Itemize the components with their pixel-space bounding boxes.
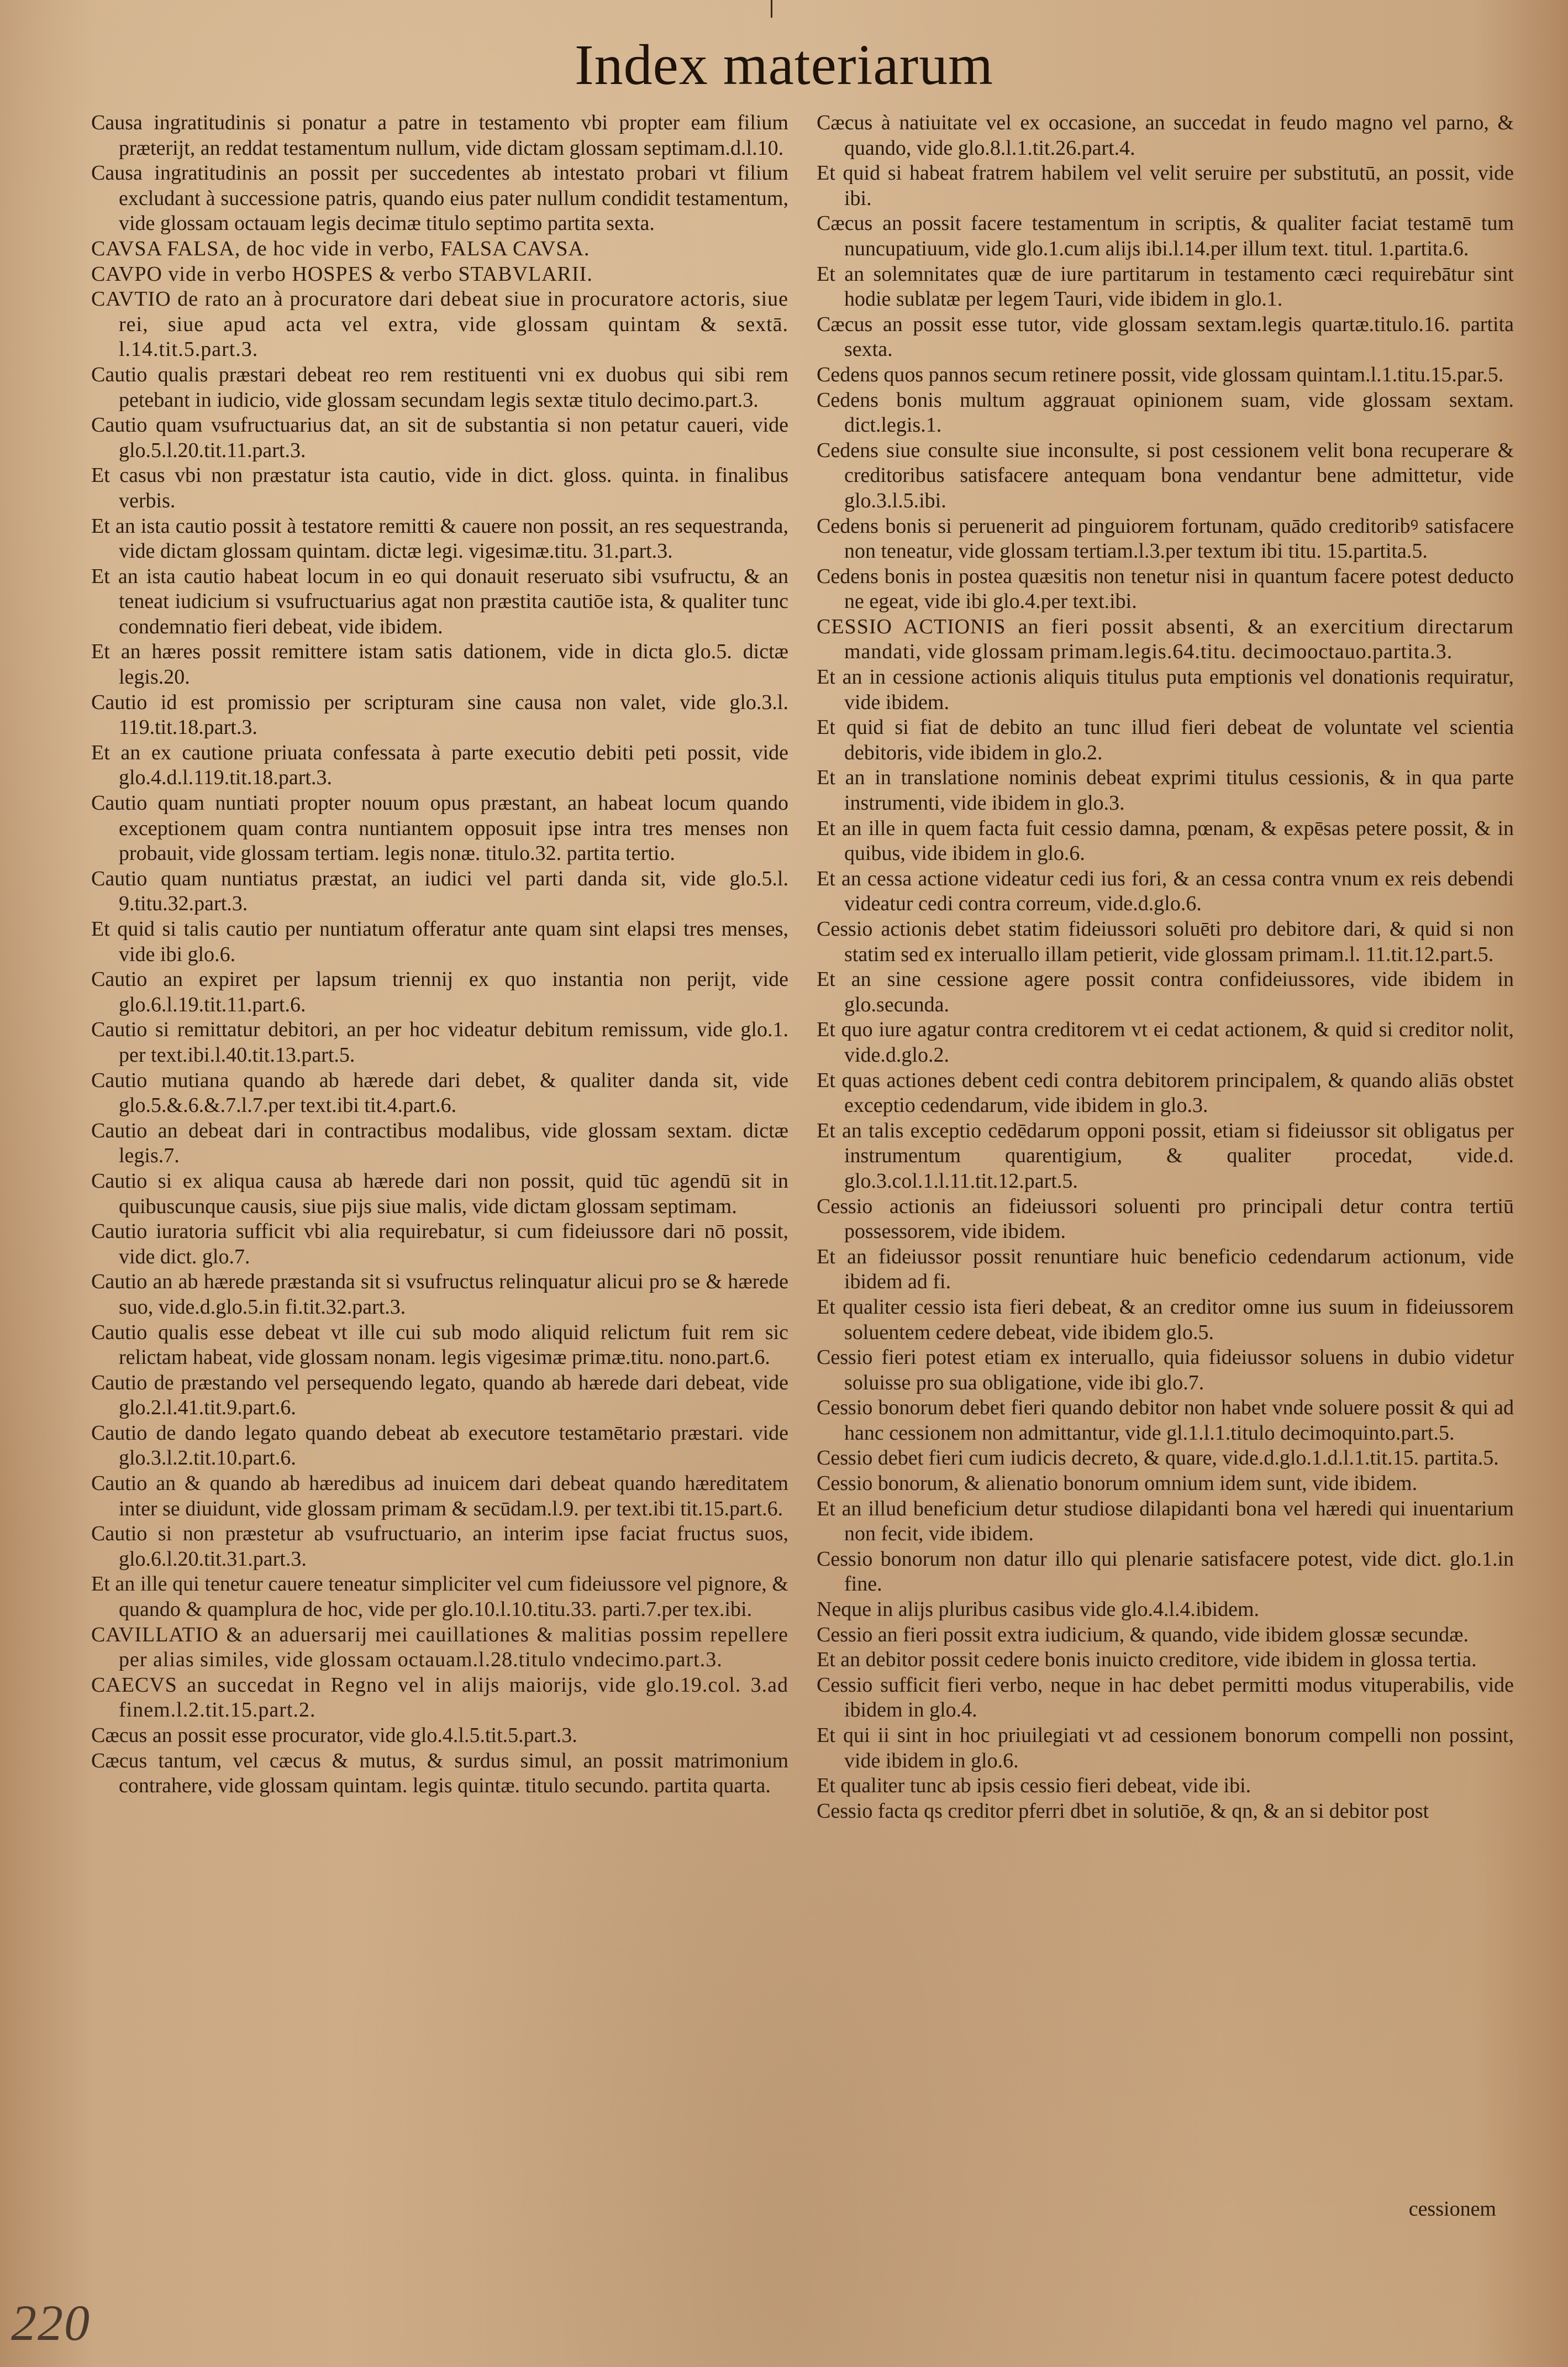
index-column-left — [91, 111, 788, 2259]
index-entry: Et qui ii sint in hoc priuilegiati vt ad cessionem bonorum compelli non possint, vide ibidem in glo.6. — [817, 1724, 1514, 1772]
index-column-right — [817, 111, 1514, 2259]
index-entry: Cautio quam nuntiatus præstat, an iudici vel parti danda sit, vide glo.5.l. 9.titu.32.part.3. — [91, 867, 788, 916]
index-entry: Cedens bonis multum aggrauat opinionem suam, vide glossam sextam. dict.legis.1. — [817, 388, 1514, 437]
index-entry: Cautio qualis præstari debeat reo rem restituenti vni ex duobus qui sibi rem petebant in iudicio, vide glossam secundam legis sextæ titulo decimo.part.3. — [91, 363, 788, 412]
index-entry: Cautio qualis esse debeat vt ille cui sub modo aliquid relictum fuit rem sic relictam habeat, vide glossam nonam. legis vigesimæ primæ.titu. nono.part.6. — [91, 1320, 788, 1369]
index-entry: Et quid si habeat fratrem habilem vel velit seruire per substitutū, an possit, vide ibi. — [817, 161, 1514, 210]
index-entry: Cessio an fieri possit extra iudicium, & quando, vide ibidem glossæ secundæ. — [817, 1623, 1469, 1646]
index-entry: Et qualiter tunc ab ipsis cessio fieri debeat, vide ibi. — [817, 1774, 1251, 1798]
index-entry: Cessio bonorum non datur illo qui plenarie satisfacere potest, vide dict. glo.1.in fine. — [817, 1547, 1514, 1596]
index-entry: Cautio quam vsufructuarius dat, an sit de substantia si non petatur caueri, vide glo.5.l.20.tit.11.part.3. — [91, 413, 788, 462]
index-entry: CAVPO vide in verbo HOSPES & verbo STABVLARII. — [91, 262, 593, 286]
index-entry: Et an ille in quem facta fuit cessio damna, pœnam, & expēsas petere possit, & in quibus, vide ibidem in glo.6. — [817, 816, 1514, 865]
index-entry: Et an in cessione actionis aliquis titulus puta emptionis vel donationis requiratur, vide ibidem. — [817, 665, 1514, 714]
index-entry: Causa ingratitudinis an possit per succedentes ab intestato probari vt filium excludant à successione patris, quando eius pater nullum condidit testamentum, vide glossam octauam legis decimæ titulo septimo partita sexta. — [91, 161, 788, 235]
index-entry: Cautio quam nuntiati propter nouum opus præstant, an habeat locum quando exceptionem quam contra nuntiantem opposuit ipse intra tres menses non probauit, vide glossam tertiam. legis nonæ. titulo.32. partita tertio. — [91, 791, 788, 865]
index-entry: Cessio debet fieri cum iudicis decreto, & quare, vide.d.glo.1.d.l.1.tit.15. partita.5. — [817, 1446, 1499, 1470]
index-entry: Cautio an ab hærede præstanda sit si vsufructus relinquatur alicui pro se & hærede suo, vide.d.glo.5.in fi.tit.32.part.3. — [91, 1270, 788, 1319]
index-entry: Et casus vbi non præstatur ista cautio, vide in dict. gloss. quinta. in finalibus verbis. — [91, 464, 788, 512]
index-entry: Cautio an expiret per lapsum triennij ex quo instantia non perijt, vide glo.6.l.19.tit.11.part.6. — [91, 968, 788, 1016]
index-entry: Cautio si ex aliqua causa ab hærede dari non possit, quid tūc agendū sit in quibuscunque causis, siue pijs siue malis, vide dictam glossam septimam. — [91, 1169, 788, 1218]
index-entry: Cedens quos pannos secum retinere possit, vide glossam quintam.l.1.titu.15.par.5. — [817, 363, 1504, 386]
index-entry: Cæcus an possit esse procurator, vide glo.4.l.5.tit.5.part.3. — [91, 1724, 577, 1747]
index-entry: Et an ille qui tenetur cauere teneatur simpliciter vel cum fideiussore vel pignore, & quando & quamplura de hoc, vide per glo.10.l.10.titu.33. parti.7.per tex.ibi. — [91, 1572, 788, 1621]
index-entry: Et an solemnitates quæ de iure partitarum in testamento cæci requirebātur sint hodie sublatæ per legem Tauri, vide ibidem in glo.1. — [817, 262, 1514, 311]
index-entry: Et an illud beneficium detur studiose dilapidanti bona vel hæredi qui inuentarium non fecit, vide ibidem. — [817, 1497, 1514, 1546]
index-entry: Causa ingratitudinis si ponatur a patre in testamento vbi propter eam filium præterijt, an reddat testamentum nullum, vide dictam glossam septimam.d.l.10. — [91, 111, 788, 160]
index-entry: Cautio an debeat dari in contractibus modalibus, vide glossam sextam. dictæ legis.7. — [91, 1119, 788, 1168]
index-entry: Et quid si fiat de debito an tunc illud fieri debeat de voluntate vel scientia debitoris, vide ibidem in glo.2. — [817, 716, 1514, 764]
index-entry: Et an in translatione nominis debeat exprimi titulus cessionis, & in qua parte instrumenti, vide ibidem in glo.3. — [817, 766, 1514, 815]
page-heading: Index materiarum — [574, 33, 994, 97]
index-entry: Et an fideiussor possit renuntiare huic beneficio cedendarum actionum, vide ibidem ad fi. — [817, 1245, 1514, 1294]
index-entry: Et quo iure agatur contra creditorem vt ei cedat actionem, & quid si creditor nolit, vide.d.glo.2. — [817, 1018, 1514, 1067]
index-entry: Cedens bonis in postea quæsitis non tenetur nisi in quantum facere potest deducto ne egeat, vide ibi glo.4.per text.ibi. — [817, 564, 1514, 613]
index-entry: Cessio bonorum, & alienatio bonorum omnium idem sunt, vide ibidem. — [817, 1472, 1418, 1495]
index-entry: Cautio iuratoria sufficit vbi alia requirebatur, si cum fideiussore dari nō possit, vide dict. glo.7. — [91, 1220, 788, 1268]
index-entry: Cautio si remittatur debitori, an per hoc videatur debitum remissum, vide glo.1. per text.ibi.l.40.tit.13.part.5. — [91, 1018, 788, 1067]
index-entry: Et quas actiones debent cedi contra debitorem principalem, & quando aliās obstet exceptio cedendarum, vide ibidem in glo.3. — [817, 1068, 1514, 1117]
fold-mark — [771, 0, 772, 18]
index-entry: Et an sine cessione agere possit contra confideiussores, vide ibidem in glo.secunda. — [817, 968, 1514, 1016]
index-entry: Cæcus tantum, vel cæcus & mutus, & surdus simul, an possit matrimonium contrahere, vide glossam quintam. legis quintæ. titulo secundo. partita quarta. — [91, 1749, 788, 1798]
index-entry: CAVTIO de rato an à procuratore dari debeat siue in procuratore actoris, siue rei, siue apud acta vel extra, vide glossam quintam & sextā. l.14.tit.5.part.3. — [91, 287, 788, 361]
index-entry: Cessio facta qs creditor pferri dbet in solutiōe, & qn, & an si debitor post — [817, 1799, 1429, 1823]
index-entry: Et an talis exceptio cedēdarum opponi possit, etiam si fideiussor sit obligatus per instrumentum quarentigium, & qualiter procedat, vide.d. glo.3.col.1.l.11.tit.12.part.5. — [817, 1119, 1514, 1193]
index-entry: Cessio bonorum debet fieri quando debitor non habet vnde soluere possit & qui ad hanc cessionem non admittantur, vide gl.1.l.1.titulo decimoquinto.part.5. — [817, 1396, 1514, 1445]
index-entry: Cæcus à natiuitate vel ex occasione, an succedat in feudo magno vel parno, & quando, vide glo.8.l.1.tit.26.part.4. — [817, 111, 1514, 160]
index-entry: Cedens siue consulte siue inconsulte, si post cessionem velit bona recuperare & creditoribus satisfacere antequam bona vendantur bene admittetur, vide glo.3.l.5.ibi. — [817, 438, 1514, 512]
index-entry: Cessio fieri potest etiam ex interuallo, quia fideiussor soluens in dubio videtur soluisse pro sua obligatione, vide ibi glo.7. — [817, 1346, 1514, 1394]
index-entry: Et an debitor possit cedere bonis inuicto creditore, vide ibidem in glossa tertia. — [817, 1648, 1477, 1672]
index-entry: Cæcus an possit esse tutor, vide glossam sextam.legis quartæ.titulo.16. partita sexta. — [817, 312, 1514, 361]
index-entry: Et an ista cautio possit à testatore remitti & cauere non possit, an res sequestranda, vide dictam glossam quintam. dictæ legi. vigesimæ.titu. 31.part.3. — [91, 514, 788, 563]
index-entry: Neque in alijs pluribus casibus vide glo.4.l.4.ibidem. — [817, 1598, 1260, 1621]
index-entry: Cæcus an possit facere testamentum in scriptis, & qualiter faciat testamē tum nuncupatiuum, vide glo.1.cum alijs ibi.l.14.per illum text. titul. 1.partita.6. — [817, 212, 1514, 260]
catchword: cessionem — [1408, 2197, 1496, 2221]
index-entry: Cautio an & quando ab hæredibus ad inuicem dari debeat quando hæreditatem inter se diuidunt, vide glossam primam & secūdam.l.9. per text.ibi tit.15.part.6. — [91, 1472, 788, 1520]
index-entry: Cautio id est promissio per scripturam sine causa non valet, vide glo.3.l. 119.tit.18.part.3. — [91, 690, 788, 739]
index-entry: Et an hæres possit remittere istam satis dationem, vide in dicta glo.5. dictæ legis.20. — [91, 640, 788, 689]
index-entry: Cautio mutiana quando ab hærede dari debet, & qualiter danda sit, vide glo.5.&.6.&.7.l.7.per text.ibi tit.4.part.6. — [91, 1068, 788, 1117]
index-entry: Cautio de præstando vel persequendo legato, quando ab hærede dari debeat, vide glo.2.l.41.tit.9.part.6. — [91, 1371, 788, 1420]
page-number: 220 — [11, 2295, 91, 2351]
index-entry: Et an ex cautione priuata confessata à parte executio debiti peti possit, vide glo.4.d.l.119.tit.18.part.3. — [91, 741, 788, 790]
index-entry: Cessio actionis debet statim fideiussori soluēti pro debitore dari, & quid si non statim sed ex interuallo illam petierit, vide glossam primam.l. 11.tit.12.part.5. — [817, 917, 1514, 966]
index-entry: Et an ista cautio habeat locum in eo qui donauit reseruato sibi vsufructu, & an teneat iudicium si vsufructuarius agat non præstita cautiōe ista, & qualiter tunc condemnatio fieri debeat, vide ibidem. — [91, 564, 788, 638]
index-entry: Cautio de dando legato quando debeat ab executore testamētario præstari. vide glo.3.l.2.tit.10.part.6. — [91, 1421, 788, 1470]
index-entry: Cessio sufficit fieri verbo, neque in hac debet permitti modus vituperabilis, vide ibidem in glo.4. — [817, 1673, 1514, 1722]
index-entry: CAVILLATIO & an aduersarij mei cauillationes & malitias possim repellere per alias similes, vide glossam octauam.l.28.titulo vndecimo.part.3. — [91, 1623, 788, 1672]
index-entry: CAVSA FALSA, de hoc vide in verbo, FALSA CAVSA. — [91, 237, 590, 260]
index-entry: Cautio si non præstetur ab vsufructuario, an interim ipse faciat fructus suos, glo.6.l.20.tit.31.part.3. — [91, 1522, 788, 1571]
index-entry: Et qualiter cessio ista fieri debeat, & an creditor omne ius suum in fideiussorem soluentem cedere debeat, vide ibidem glo.5. — [817, 1295, 1514, 1344]
index-entry: CESSIO ACTIONIS an fieri possit absenti, & an exercitium directarum mandati, vide glossam primam.legis.64.titu. decimooctauo.partita.3. — [817, 615, 1514, 664]
index-entry: Et quid si talis cautio per nuntiatum offeratur ante quam sint elapsi tres menses, vide ibi glo.6. — [91, 917, 788, 966]
index-entry: Cessio actionis an fideiussori soluenti pro principali detur contra tertiū possessorem, vide ibidem. — [817, 1194, 1514, 1243]
index-entry: Et an cessa actione videatur cedi ius fori, & an cessa contra vnum ex reis debendi videatur cedi contra correum, vide.d.glo.6. — [817, 867, 1514, 916]
index-entry: CAECVS an succedat in Regno vel in alijs maiorijs, vide glo.19.col. 3.ad finem.l.2.tit.15.part.2. — [91, 1673, 788, 1722]
index-entry: Cedens bonis si peruenerit ad pinguiorem fortunam, quādo creditoribꝰ satisfacere non teneatur, vide glossam tertiam.l.3.per textum ibi titu. 15.partita.5. — [817, 514, 1514, 563]
